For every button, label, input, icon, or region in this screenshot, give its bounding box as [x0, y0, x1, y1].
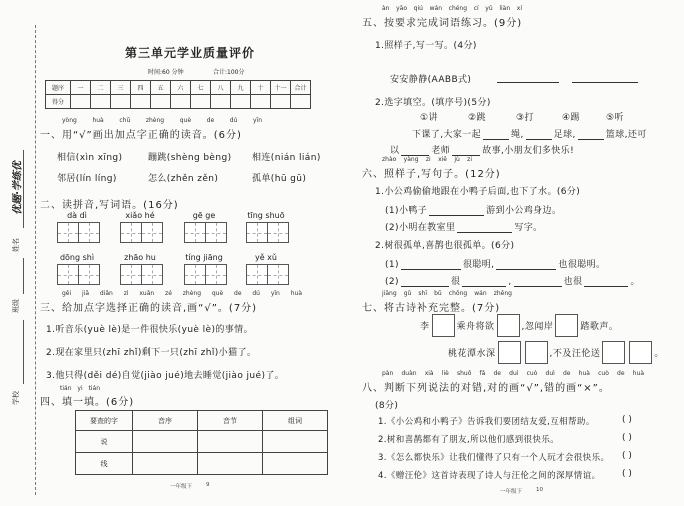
poem-text: ,不及汪伦送: [549, 349, 601, 359]
word-pinyin: gē ge: [192, 211, 216, 220]
answer-line: [497, 82, 559, 83]
poem-text: 乘舟将欲: [456, 322, 495, 332]
score-header-cell: 题序: [46, 81, 71, 95]
text-segment: 写字。: [514, 223, 543, 233]
text-segment: ,: [508, 277, 512, 287]
poem-line2: [448, 341, 664, 364]
blank: [401, 260, 461, 270]
blank: [457, 223, 512, 233]
s3-pinyin: gěi jiā diǎn zì xuǎn zé zhèng què de dú yīn huà: [62, 290, 302, 297]
s5-option: ④踢: [562, 113, 580, 123]
score-header-cell: 四: [131, 81, 151, 95]
s5-sentence-line1: [412, 127, 647, 140]
s5-pinyin: àn yāo qiú wán chéng cí yǔ liàn xí: [382, 5, 522, 12]
lookup-row: [76, 453, 328, 475]
poem-box: [432, 314, 455, 337]
s5-example: 安安静静(AABB式): [390, 75, 472, 85]
s6-q1: 1.小公鸡偷偷地跟在小鸭子后面,也下了水。(6分): [375, 187, 581, 197]
s6-q1a: [385, 203, 561, 216]
poem-box: [602, 341, 625, 364]
text-segment: 也很聪明。: [558, 260, 606, 270]
score-header-cell: 六: [171, 81, 191, 95]
s6-q2: 2.树很孤单,喜鹊也很孤单。(6分): [375, 241, 515, 251]
writing-boxes: [120, 264, 162, 285]
text-segment: 绳,: [511, 130, 524, 140]
blank: [584, 277, 628, 287]
text-segment: 很: [450, 277, 461, 287]
s6-q2a: [385, 257, 605, 270]
answer-paren: ( ): [622, 415, 632, 425]
s6-heading: 六、照样子,写句子。(12分): [362, 169, 501, 180]
lookup-header-cell: 要查的字: [76, 411, 133, 431]
blank: [578, 130, 604, 140]
answer-paren: ( ): [622, 469, 632, 479]
s5-option: ②跳: [468, 113, 486, 123]
writing-boxes: [57, 222, 99, 243]
class-label: 班级: [12, 299, 20, 313]
s7-pinyin: jiāng gǔ shī bǔ chōng wán zhěng: [382, 290, 512, 297]
s1-item: 怎么(zhěn zěn): [148, 174, 219, 184]
word-pinyin: tíng jiāng: [185, 253, 223, 262]
s2-heading: 二、读拼音,写词语。(16分): [40, 200, 179, 211]
s8-points: (8分): [375, 401, 399, 411]
s7-heading: 七、将古诗补充完整。(7分): [362, 303, 501, 314]
writing-boxes: [120, 222, 162, 243]
score-cell: [131, 95, 151, 109]
s3-item: 1.听音乐(yuè lè)是一件很快乐(yuè lè)的事情。: [46, 325, 253, 335]
lookup-char: 线: [76, 453, 133, 475]
text-segment: 。: [630, 277, 640, 287]
lookup-char: 说: [76, 431, 133, 453]
score-header-cell: 十一: [271, 81, 291, 95]
score-header-cell: 二: [91, 81, 111, 95]
page-number: 10: [536, 487, 543, 493]
score-cell: [71, 95, 91, 109]
poem-box: [498, 341, 521, 364]
score-table-header: [46, 81, 311, 95]
s3-heading: 三、给加点字选择正确的读音,画“√”。(7分): [40, 303, 258, 314]
score-header-cell: 合计: [291, 81, 311, 95]
s5-option: ①讲: [420, 113, 438, 123]
poem-line1: [420, 314, 618, 337]
text-segment: 游到小公鸡身边。: [486, 206, 562, 216]
poem-box: [629, 341, 652, 364]
text-segment: 篮球,还可: [605, 130, 647, 140]
text-segment: 足球,: [553, 130, 576, 140]
score-header-cell: 七: [191, 81, 211, 95]
score-header-cell: 八: [211, 81, 231, 95]
word-pinyin: tīng shuō: [247, 211, 285, 220]
score-header-cell: 三: [111, 81, 131, 95]
s5-q1: 1.照样子,写一写。(4分): [375, 41, 477, 51]
s5-option: ③打: [516, 113, 534, 123]
school-label: 学校: [12, 391, 20, 405]
school-line: [23, 320, 24, 384]
text-segment: 很聪明,: [462, 260, 495, 270]
blank: [401, 146, 429, 156]
s4-pinyin: tián yi tián: [60, 385, 100, 392]
score-header-cell: 九: [231, 81, 251, 95]
lookup-header-cell: 音序: [133, 411, 198, 431]
text-segment: 下课了,大家一起: [412, 130, 482, 140]
s4-heading: 四、填一填。(6分): [40, 397, 135, 408]
blank: [483, 130, 509, 140]
s3-item: 2.现在家里只(zhī zhǐ)剩下一只(zhī zhǐ)小猫了。: [46, 348, 257, 358]
score-cell: [291, 95, 311, 109]
name-line: [23, 150, 24, 228]
s8-item: 4.《赠汪伦》这首诗表现了诗人与汪伦之间的深厚情谊。: [378, 471, 601, 481]
footer-grade: 一年级下: [170, 484, 193, 490]
s1-heading: 一、用“√”画出加点字正确的读音。(6分): [40, 130, 242, 141]
answer-paren: ( ): [622, 451, 632, 461]
s1-item: 蹦跳(shèng bèng): [148, 153, 232, 163]
class-line: [23, 258, 24, 294]
footer-grade: 一年级下: [500, 489, 523, 495]
lookup-cell: [263, 431, 328, 453]
lookup-row: [76, 431, 328, 453]
poem-text: 桃花潭水深: [448, 349, 496, 359]
lookup-cell: [133, 453, 198, 475]
lookup-header-cell: 音节: [198, 411, 263, 431]
blank: [526, 130, 552, 140]
s8-item: 2.树和喜鹊都有了朋友,所以他们感到很快乐。: [378, 435, 560, 445]
poem-box: [555, 314, 578, 337]
page-title: 第三单元学业质量评价: [124, 46, 255, 60]
s1-pinyin: yòng huà chū zhèng què de dú yīn: [62, 117, 262, 124]
score-table-row: [46, 95, 311, 109]
text-segment: 也很: [563, 277, 583, 287]
score-header-cell: 五: [151, 81, 171, 95]
text-segment: (1): [385, 260, 399, 270]
word-pinyin: dà dì: [67, 211, 87, 220]
text-segment: 故事,小朋友们多快乐!: [482, 146, 575, 156]
word-pinyin: yě xǔ: [254, 253, 277, 262]
s8-pinyin: pàn duàn xià liè shuō fǎ de duì cuò duì de huà cuò de huà: [382, 370, 644, 377]
text-segment: 以: [390, 146, 400, 156]
s1-item: 孤单(hū gū): [252, 174, 307, 184]
s5-heading: 五、按要求完成词语练习。(9分): [362, 18, 523, 29]
word-pinyin: zhāo hu: [124, 253, 156, 262]
s5-sentence-line2: [390, 143, 574, 156]
poem-text: 。: [654, 349, 664, 359]
score-row-label: 得分: [46, 95, 71, 109]
score-cell: [191, 95, 211, 109]
writing-boxes: [246, 264, 288, 285]
s1-item: 相信(xìn xīng): [57, 153, 123, 163]
lookup-cell: [198, 453, 263, 475]
score-header-cell: 十: [251, 81, 271, 95]
score-cell: [211, 95, 231, 109]
poem-box: [497, 314, 520, 337]
word-pinyin: xiǎo hé: [125, 211, 155, 220]
writing-boxes: [246, 222, 288, 243]
s8-heading: 八、判断下列说法的对错,对的画“√”,错的画“×”。: [362, 383, 610, 394]
lookup-cell: [263, 453, 328, 475]
s8-item: 1.《小公鸡和小鸭子》告诉我们要团结友爱,互相帮助。: [378, 417, 595, 427]
score-cell: [251, 95, 271, 109]
word-pinyin: dōng shì: [59, 253, 95, 262]
lookup-cell: [133, 431, 198, 453]
s8-item: 3.《怎么都快乐》让我们懂得了只有一个人玩才会很快乐。: [378, 453, 610, 463]
poem-box: [525, 341, 548, 364]
s1-item: 相连(nián lián): [252, 153, 321, 163]
s3-item: 3.他只得(děi dé)自觉(jiào jué)地去睡觉(jiào jué)了。: [46, 371, 285, 381]
poem-text: 李: [420, 322, 430, 332]
dictionary-lookup-table: [75, 410, 328, 475]
poem-text: 踏歌声。: [580, 322, 619, 332]
writing-boxes: [184, 264, 226, 285]
s6-q2b: [385, 274, 640, 287]
score-cell: [231, 95, 251, 109]
answer-paren: ( ): [622, 433, 632, 443]
exam-total: 合计:100分: [213, 69, 245, 76]
score-cell: [271, 95, 291, 109]
blank: [496, 260, 556, 270]
text-segment: 老师: [431, 146, 451, 156]
s5-option: ⑤听: [606, 113, 624, 123]
writing-boxes: [57, 264, 99, 285]
s6-pinyin: zhào yàng zi xiě jù zi: [382, 156, 472, 163]
page-number: 9: [206, 482, 210, 488]
s1-item: 邻居(lín líng): [57, 174, 117, 184]
poem-text: ,忽闻岸: [521, 322, 554, 332]
text-segment: (2): [385, 277, 399, 287]
lookup-cell: [198, 431, 263, 453]
blank: [429, 206, 484, 216]
lookup-header-cell: 组词: [263, 411, 328, 431]
score-header-cell: 一: [71, 81, 91, 95]
answer-line: [572, 82, 638, 83]
s6-q1b: [385, 220, 543, 233]
text-segment: (1)小鸭子: [385, 206, 428, 216]
writing-boxes: [184, 222, 226, 243]
blank: [514, 277, 562, 287]
cut-line: [35, 25, 36, 495]
brand-logo: 优题·学练优: [12, 161, 24, 215]
name-label: 姓名: [12, 238, 20, 252]
score-cell: [171, 95, 191, 109]
score-cell: [111, 95, 131, 109]
score-table: [45, 80, 311, 109]
text-segment: (2)小明在教室里: [385, 223, 456, 233]
lookup-header: [76, 411, 328, 431]
blank: [401, 277, 449, 287]
exam-time: 时间:60 分钟: [148, 69, 184, 76]
score-cell: [151, 95, 171, 109]
blank: [462, 277, 506, 287]
blank: [452, 146, 480, 156]
s5-q2: 2.选字填空。(填序号)(5分): [375, 98, 491, 108]
score-cell: [91, 95, 111, 109]
